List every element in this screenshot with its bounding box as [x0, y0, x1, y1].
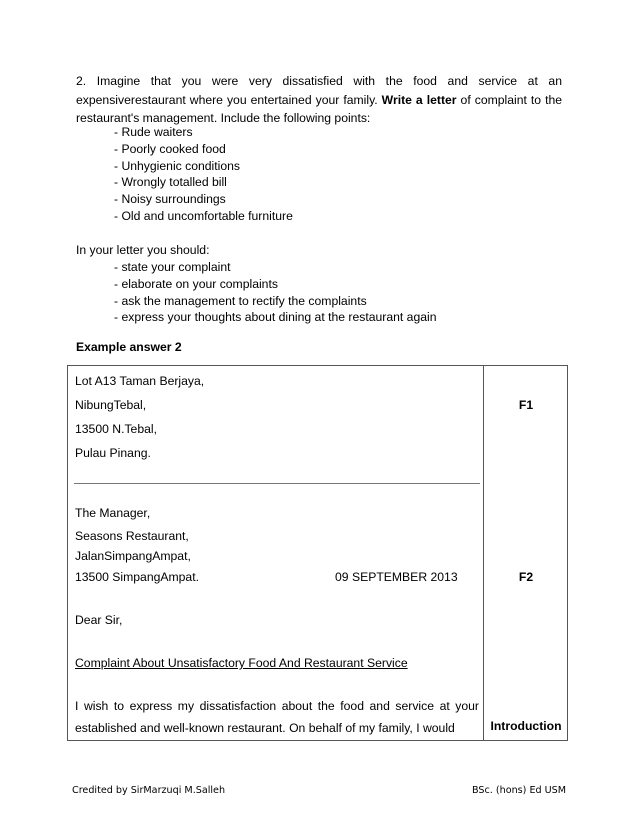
question-text: 2. Imagine that you were very dissatisfied with the food and service at an expensiverestaurant where you entertained your family.: [76, 74, 562, 107]
points-list: [114, 124, 293, 225]
should-list: [114, 259, 437, 326]
should-item: - express your thoughts about dining at the restaurant again: [114, 310, 437, 325]
should-intro: In your letter you should:: [76, 243, 210, 257]
footer-credit: Credited by SirMarzuqi M.Salleh: [72, 785, 226, 796]
point-item: - Unhygienic conditions: [114, 158, 241, 173]
sender-address-line: NibungTebal,: [75, 398, 147, 412]
sender-address-line: 13500 N.Tebal,: [75, 422, 157, 436]
letter-subject: Complaint About Unsatisfactory Food And Restaurant Service: [75, 656, 408, 670]
point-item: - Rude waiters: [114, 125, 193, 139]
point-item: - Poorly cooked food: [114, 141, 226, 156]
recipient-address-line: JalanSimpangAmpat,: [75, 549, 191, 563]
marker-introduction: Introduction: [490, 719, 562, 733]
question-paragraph: [76, 72, 562, 128]
sender-address-line: Pulau Pinang.: [75, 446, 151, 460]
sender-address-line: Lot A13 Taman Berjaya,: [75, 374, 205, 388]
recipient-address-line: 13500 SimpangAmpat.: [75, 570, 199, 584]
recipient-address-line: The Manager,: [75, 506, 151, 520]
footer-degree: BSc. (hons) Ed USM: [472, 785, 567, 796]
point-item: - Wrongly totalled bill: [114, 175, 227, 190]
should-item: - state your complaint: [114, 260, 231, 274]
example-title: Example answer 2: [76, 340, 182, 354]
question-rest-text: of complaint to the restaurant's management. Include the following points:: [76, 92, 563, 125]
letter-table: [67, 365, 568, 741]
letter-date: 09 SEPTEMBER 2013: [335, 570, 458, 584]
letter-body: I wish to express my dissatisfaction about the food and service at your established and well-known restaurant. On behalf of my family, I would: [75, 699, 479, 735]
marker-f1: F1: [518, 398, 534, 412]
question-bold-phrase: Write a letter: [381, 92, 457, 107]
should-item: - ask the management to rectify the complaints: [114, 293, 367, 308]
point-item: - Old and uncomfortable furniture: [114, 208, 293, 223]
marker-f2: F2: [518, 570, 534, 584]
column-divider: [483, 366, 484, 740]
separator-line: [74, 483, 480, 484]
salutation: Dear Sir,: [75, 613, 123, 627]
should-item: - elaborate on your complaints: [114, 276, 278, 291]
point-item: - Noisy surroundings: [114, 192, 226, 207]
recipient-address-line: Seasons Restaurant,: [75, 529, 189, 543]
